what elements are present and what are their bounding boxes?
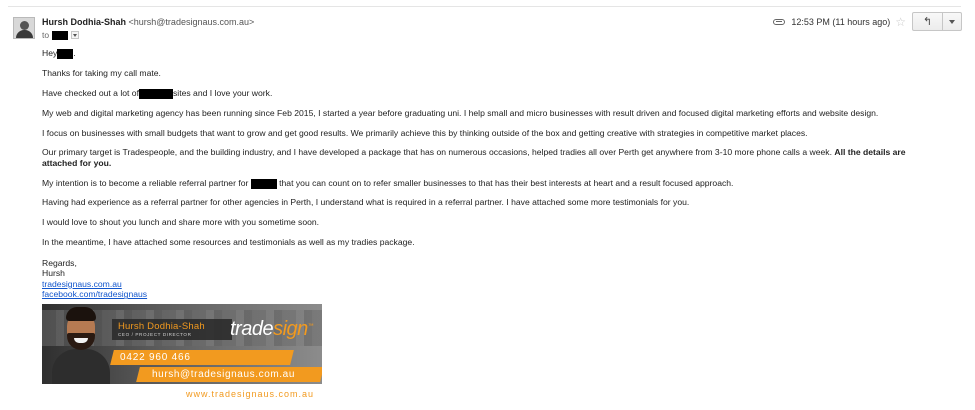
- signature-name: Hursh: [42, 268, 65, 279]
- sender-name[interactable]: Hursh Dodhia-Shah: [42, 17, 127, 27]
- sender-avatar[interactable]: [13, 17, 35, 39]
- logo-trade: trade: [230, 318, 274, 340]
- greeting-line: Hey .: [42, 48, 76, 58]
- banner-role: CEO / PROJECT DIRECTOR: [118, 332, 192, 337]
- paragraph-7: Having had experience as a referral partner for other agencies in Perth, I understand what is required in a referral partner. I have attached some more testimonials for you.: [42, 197, 690, 207]
- tradesign-logo: tradesign™: [230, 318, 314, 340]
- logo-sign: sign: [273, 318, 308, 340]
- paragraph-2-start: Have checked out a lot of: [42, 88, 139, 98]
- paragraph-2-end: sites and I love your work.: [172, 88, 273, 98]
- paperclip-icon: [773, 19, 785, 25]
- paragraph-4: I focus on businesses with small budgets that want to grow and get good results. We primarily achieve this by thinking outside of the box and getting creative with strategies in competitive market places.: [42, 128, 808, 138]
- signature: [42, 258, 147, 300]
- recipient-details-dropdown[interactable]: [71, 31, 79, 39]
- paragraph-8: I would love to shout you lunch and share more with you sometime soon.: [42, 217, 320, 227]
- banner-website: www.tradesignaus.com.au: [186, 389, 315, 399]
- reply-icon: ↰: [922, 16, 933, 28]
- partner-redacted: [251, 179, 277, 189]
- reply-button-group: [912, 12, 962, 31]
- header-divider: [8, 6, 961, 7]
- recipient-redacted: [52, 31, 68, 40]
- star-icon[interactable]: ☆: [895, 14, 906, 29]
- paragraph-5-bold: All the details are attached for you.: [42, 147, 906, 168]
- paragraph-6-start: My intention is to become a reliable referral partner for: [42, 178, 249, 188]
- banner-phone: 0422 960 466: [120, 352, 191, 363]
- recipient-line: [42, 30, 79, 40]
- paragraph-9: In the meantime, I have attached some resources and testimonials as well as my tradies package.: [42, 237, 415, 247]
- avatar-body: [16, 30, 33, 39]
- banner-portrait: [52, 307, 110, 392]
- paragraph-5: [42, 147, 942, 168]
- message-time: 12:53 PM (11 hours ago): [791, 16, 891, 27]
- signature-regards: Regards,: [42, 258, 77, 268]
- banner-nameplate: [112, 319, 232, 340]
- banner-email: hursh@tradesignaus.com.au: [152, 369, 295, 380]
- website-link[interactable]: tradesignaus.com.au: [42, 278, 122, 289]
- to-label: to: [42, 30, 50, 40]
- sender-email: <hursh@tradesignaus.com.au>: [128, 17, 255, 27]
- avatar-head: [20, 21, 29, 30]
- paragraph-1: Thanks for taking my call mate.: [42, 68, 161, 78]
- reply-button[interactable]: [913, 13, 943, 30]
- company-redacted: [139, 89, 173, 99]
- paragraph-3: My web and digital marketing agency has been running since Feb 2015, I started a year before graduating uni. I help small and micro businesses with result driven and focused digital marketing efforts and website design.: [42, 108, 879, 118]
- banner-name: Hursh Dodhia-Shah: [118, 321, 205, 332]
- greeting-name-redacted: [57, 49, 73, 59]
- paragraph-2: [42, 88, 272, 99]
- facebook-link[interactable]: facebook.com/tradesignaus: [42, 289, 148, 300]
- sender-line: [42, 17, 254, 27]
- signature-banner-image: [42, 304, 322, 392]
- chevron-down-icon: [949, 20, 955, 24]
- more-actions-button[interactable]: [943, 13, 961, 30]
- greeting: Hey: [42, 48, 58, 58]
- paragraph-6: [42, 178, 733, 189]
- paragraph-5-text: Our primary target is Tradespeople, and the building industry, and I have developed a package that has on numerous occasions, helped tradies all over Perth get anywhere from 3-10 more phone calls a week.: [42, 147, 832, 157]
- message-meta: [773, 12, 962, 31]
- paragraph-6-end: that you can count on to refer smaller businesses to that has their best interests at heart and a result focused approach.: [279, 178, 734, 188]
